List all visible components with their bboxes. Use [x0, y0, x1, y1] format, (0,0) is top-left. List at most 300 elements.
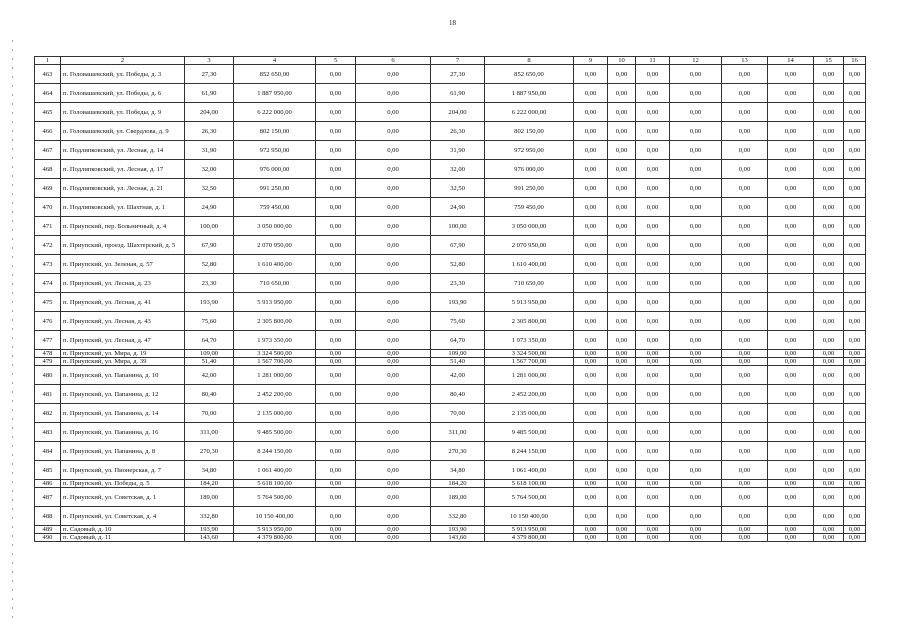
value-cell: 0,00 — [844, 385, 866, 404]
value-cell: 0,00 — [768, 84, 814, 103]
value-cell: 0,00 — [768, 65, 814, 84]
value-cell: 0,00 — [608, 350, 636, 358]
value-cell: 0,00 — [814, 255, 844, 274]
value-cell: 0,00 — [574, 385, 608, 404]
value-cell: 0,00 — [316, 423, 356, 442]
value-cell: 0,00 — [722, 122, 768, 141]
value-cell: 0,00 — [844, 366, 866, 385]
value-cell: 42,00 — [185, 366, 234, 385]
value-cell: 0,00 — [768, 534, 814, 542]
table-row — [35, 331, 866, 350]
value-cell: 0,00 — [814, 217, 844, 236]
value-cell: 0,00 — [670, 179, 722, 198]
value-cell: 0,00 — [768, 507, 814, 526]
value-cell: 0,00 — [768, 179, 814, 198]
value-cell: 0,00 — [722, 236, 768, 255]
value-cell: 0,00 — [608, 293, 636, 312]
value-cell: 31,90 — [185, 141, 234, 160]
value-cell: 852 650,00 — [485, 65, 574, 84]
value-cell: 0,00 — [722, 84, 768, 103]
value-cell: 4 379 800,00 — [234, 534, 316, 542]
value-cell: 0,00 — [636, 236, 670, 255]
table-row — [35, 274, 866, 293]
address-cell: п. Садовый, д. 10 — [61, 526, 185, 534]
value-cell: 3 324 500,00 — [485, 350, 574, 358]
value-cell: 0,00 — [316, 65, 356, 84]
column-header: 13 — [722, 57, 768, 65]
value-cell: 0,00 — [670, 103, 722, 122]
address-cell: п. Головашевский, ул. Победы, д. 3 — [61, 65, 185, 84]
value-cell: 204,00 — [431, 103, 485, 122]
row-number-cell: 464 — [35, 84, 61, 103]
value-cell: 0,00 — [844, 534, 866, 542]
value-cell: 109,00 — [431, 350, 485, 358]
value-cell: 0,00 — [316, 141, 356, 160]
value-cell: 0,00 — [814, 366, 844, 385]
value-cell: 8 244 150,00 — [485, 442, 574, 461]
address-cell: п. Приупский, ул. Лесная, д. 43 — [61, 312, 185, 331]
value-cell: 0,00 — [722, 534, 768, 542]
address-cell: п. Приупский, ул. Папанина, д. 16 — [61, 423, 185, 442]
value-cell: 0,00 — [636, 358, 670, 366]
value-cell: 0,00 — [844, 198, 866, 217]
value-cell: 52,80 — [431, 255, 485, 274]
value-cell: 0,00 — [768, 141, 814, 160]
value-cell: 0,00 — [574, 274, 608, 293]
value-cell: 0,00 — [814, 141, 844, 160]
row-number-cell: 468 — [35, 160, 61, 179]
value-cell: 0,00 — [768, 526, 814, 534]
value-cell: 852 650,00 — [234, 65, 316, 84]
value-cell: 0,00 — [316, 442, 356, 461]
value-cell: 0,00 — [356, 442, 431, 461]
value-cell: 0,00 — [722, 103, 768, 122]
value-cell: 710 650,00 — [234, 274, 316, 293]
value-cell: 972 950,00 — [485, 141, 574, 160]
value-cell: 0,00 — [670, 312, 722, 331]
value-cell: 23,30 — [431, 274, 485, 293]
value-cell: 0,00 — [844, 141, 866, 160]
row-number-cell: 482 — [35, 404, 61, 423]
value-cell: 0,00 — [636, 404, 670, 423]
value-cell: 0,00 — [636, 293, 670, 312]
page-number: 18 — [449, 19, 456, 27]
value-cell: 0,00 — [844, 480, 866, 488]
value-cell: 0,00 — [844, 293, 866, 312]
value-cell: 0,00 — [844, 255, 866, 274]
value-cell: 0,00 — [574, 331, 608, 350]
row-number-cell: 469 — [35, 179, 61, 198]
value-cell: 0,00 — [670, 274, 722, 293]
value-cell: 0,00 — [722, 65, 768, 84]
value-cell: 0,00 — [356, 488, 431, 507]
value-cell: 0,00 — [670, 442, 722, 461]
value-cell: 0,00 — [608, 385, 636, 404]
value-cell: 0,00 — [670, 366, 722, 385]
value-cell: 0,00 — [636, 350, 670, 358]
value-cell: 0,00 — [356, 103, 431, 122]
value-cell: 0,00 — [574, 179, 608, 198]
value-cell: 189,00 — [185, 488, 234, 507]
value-cell: 0,00 — [316, 526, 356, 534]
value-cell: 0,00 — [844, 488, 866, 507]
value-cell: 0,00 — [636, 141, 670, 160]
value-cell: 80,40 — [185, 385, 234, 404]
binding-margin-dashes — [12, 40, 13, 620]
value-cell: 0,00 — [316, 366, 356, 385]
value-cell: 0,00 — [356, 404, 431, 423]
row-number-cell: 478 — [35, 350, 61, 358]
value-cell: 0,00 — [636, 198, 670, 217]
value-cell: 0,00 — [608, 255, 636, 274]
table-row — [35, 385, 866, 404]
value-cell: 0,00 — [608, 461, 636, 480]
value-cell: 0,00 — [636, 534, 670, 542]
value-cell: 0,00 — [356, 331, 431, 350]
value-cell: 0,00 — [316, 331, 356, 350]
value-cell: 51,40 — [431, 358, 485, 366]
row-number-cell: 471 — [35, 217, 61, 236]
column-header: 8 — [485, 57, 574, 65]
value-cell: 109,00 — [185, 350, 234, 358]
value-cell: 0,00 — [608, 217, 636, 236]
value-cell: 0,00 — [844, 442, 866, 461]
row-number-cell: 490 — [35, 534, 61, 542]
value-cell: 1 061 400,00 — [485, 461, 574, 480]
value-cell: 802 150,00 — [485, 122, 574, 141]
value-cell: 193,90 — [185, 293, 234, 312]
value-cell: 0,00 — [768, 331, 814, 350]
value-cell: 0,00 — [814, 442, 844, 461]
value-cell: 0,00 — [636, 385, 670, 404]
value-cell: 0,00 — [636, 423, 670, 442]
value-cell: 0,00 — [636, 84, 670, 103]
value-cell: 270,30 — [185, 442, 234, 461]
value-cell: 1 973 350,00 — [485, 331, 574, 350]
value-cell: 5 618 100,00 — [234, 480, 316, 488]
value-cell: 0,00 — [356, 366, 431, 385]
value-cell: 0,00 — [608, 65, 636, 84]
value-cell: 0,00 — [814, 358, 844, 366]
value-cell: 991 250,00 — [234, 179, 316, 198]
value-cell: 0,00 — [670, 217, 722, 236]
address-cell: п. Приупский, ул. Зеленая, д. 57 — [61, 255, 185, 274]
value-cell: 0,00 — [316, 350, 356, 358]
address-cell: п. Подлипковский, ул. Лесная, д. 17 — [61, 160, 185, 179]
value-cell: 0,00 — [316, 461, 356, 480]
value-cell: 70,00 — [185, 404, 234, 423]
value-cell: 0,00 — [356, 198, 431, 217]
value-cell: 0,00 — [844, 423, 866, 442]
value-cell: 0,00 — [844, 507, 866, 526]
value-cell: 0,00 — [608, 160, 636, 179]
table-row — [35, 198, 866, 217]
value-cell: 0,00 — [608, 534, 636, 542]
table-row — [35, 141, 866, 160]
value-cell: 802 150,00 — [234, 122, 316, 141]
value-cell: 9 485 500,00 — [485, 423, 574, 442]
value-cell: 42,00 — [431, 366, 485, 385]
value-cell: 26,30 — [431, 122, 485, 141]
table-row — [35, 366, 866, 385]
value-cell: 32,00 — [185, 160, 234, 179]
table-row — [35, 526, 866, 534]
value-cell: 3 050 000,00 — [234, 217, 316, 236]
value-cell: 0,00 — [574, 404, 608, 423]
value-cell: 0,00 — [608, 236, 636, 255]
value-cell: 759 450,00 — [485, 198, 574, 217]
value-cell: 0,00 — [574, 198, 608, 217]
table-row — [35, 293, 866, 312]
value-cell: 0,00 — [768, 442, 814, 461]
value-cell: 1 887 950,00 — [234, 84, 316, 103]
row-number-cell: 467 — [35, 141, 61, 160]
row-number-cell: 470 — [35, 198, 61, 217]
value-cell: 0,00 — [768, 312, 814, 331]
address-cell: п. Приупский, ул. Мира, д. 39 — [61, 358, 185, 366]
column-header: 16 — [844, 57, 866, 65]
table-row — [35, 236, 866, 255]
value-cell: 0,00 — [356, 293, 431, 312]
value-cell: 0,00 — [814, 160, 844, 179]
table-row — [35, 534, 866, 542]
value-cell: 0,00 — [670, 404, 722, 423]
address-cell: п. Приупский, проезд. Шахтерский, д. 5 — [61, 236, 185, 255]
value-cell: 0,00 — [316, 217, 356, 236]
value-cell: 184,20 — [431, 480, 485, 488]
value-cell: 0,00 — [768, 274, 814, 293]
value-cell: 0,00 — [670, 160, 722, 179]
value-cell: 26,30 — [185, 122, 234, 141]
value-cell: 0,00 — [636, 480, 670, 488]
value-cell: 0,00 — [844, 461, 866, 480]
value-cell: 311,00 — [431, 423, 485, 442]
value-cell: 0,00 — [574, 423, 608, 442]
value-cell: 0,00 — [844, 160, 866, 179]
value-cell: 0,00 — [356, 534, 431, 542]
value-cell: 0,00 — [356, 84, 431, 103]
value-cell: 0,00 — [356, 122, 431, 141]
value-cell: 0,00 — [722, 274, 768, 293]
value-cell: 710 650,00 — [485, 274, 574, 293]
value-cell: 0,00 — [768, 480, 814, 488]
value-cell: 32,00 — [431, 160, 485, 179]
value-cell: 0,00 — [844, 404, 866, 423]
value-cell: 0,00 — [356, 385, 431, 404]
value-cell: 0,00 — [722, 385, 768, 404]
value-cell: 0,00 — [316, 236, 356, 255]
value-cell: 0,00 — [608, 331, 636, 350]
value-cell: 1 281 000,00 — [485, 366, 574, 385]
value-cell: 0,00 — [316, 480, 356, 488]
address-cell: п. Приупский, ул. Советская, д. 1 — [61, 488, 185, 507]
value-cell: 0,00 — [636, 507, 670, 526]
table-row — [35, 122, 866, 141]
value-cell: 189,00 — [431, 488, 485, 507]
value-cell: 80,40 — [431, 385, 485, 404]
value-cell: 0,00 — [768, 488, 814, 507]
address-cell: п. Садовый, д. 11 — [61, 534, 185, 542]
value-cell: 204,00 — [185, 103, 234, 122]
table-row — [35, 65, 866, 84]
column-header: 4 — [234, 57, 316, 65]
column-header: 11 — [636, 57, 670, 65]
value-cell: 1 887 950,00 — [485, 84, 574, 103]
value-cell: 0,00 — [844, 217, 866, 236]
value-cell: 0,00 — [356, 507, 431, 526]
table-row — [35, 350, 866, 358]
value-cell: 2 070 950,00 — [234, 236, 316, 255]
value-cell: 0,00 — [722, 366, 768, 385]
value-cell: 0,00 — [636, 122, 670, 141]
value-cell: 61,90 — [185, 84, 234, 103]
value-cell: 0,00 — [574, 255, 608, 274]
value-cell: 0,00 — [722, 526, 768, 534]
value-cell: 0,00 — [768, 103, 814, 122]
value-cell: 0,00 — [844, 312, 866, 331]
value-cell: 0,00 — [670, 331, 722, 350]
value-cell: 23,30 — [185, 274, 234, 293]
value-cell: 0,00 — [722, 461, 768, 480]
value-cell: 0,00 — [608, 84, 636, 103]
value-cell: 0,00 — [574, 141, 608, 160]
value-cell: 2 305 800,00 — [485, 312, 574, 331]
value-cell: 0,00 — [670, 255, 722, 274]
value-cell: 2 452 200,00 — [234, 385, 316, 404]
value-cell: 0,00 — [636, 461, 670, 480]
value-cell: 0,00 — [670, 122, 722, 141]
value-cell: 0,00 — [722, 141, 768, 160]
value-cell: 0,00 — [670, 534, 722, 542]
value-cell: 0,00 — [356, 350, 431, 358]
value-cell: 270,30 — [431, 442, 485, 461]
value-cell: 0,00 — [670, 236, 722, 255]
value-cell: 193,90 — [431, 293, 485, 312]
column-header: 14 — [768, 57, 814, 65]
value-cell: 0,00 — [722, 404, 768, 423]
value-cell: 0,00 — [814, 350, 844, 358]
row-number-cell: 463 — [35, 65, 61, 84]
value-cell: 0,00 — [608, 526, 636, 534]
value-cell: 1 567 700,00 — [234, 358, 316, 366]
value-cell: 0,00 — [844, 84, 866, 103]
value-cell: 27,30 — [431, 65, 485, 84]
value-cell: 0,00 — [722, 160, 768, 179]
row-number-cell: 486 — [35, 480, 61, 488]
table-row — [35, 255, 866, 274]
value-cell: 1 061 400,00 — [234, 461, 316, 480]
row-number-cell: 473 — [35, 255, 61, 274]
value-cell: 0,00 — [722, 350, 768, 358]
value-cell: 0,00 — [768, 385, 814, 404]
value-cell: 0,00 — [768, 217, 814, 236]
row-number-cell: 487 — [35, 488, 61, 507]
address-cell: п. Приупский, ул. Лесная, д. 41 — [61, 293, 185, 312]
table-row — [35, 488, 866, 507]
value-cell: 0,00 — [608, 480, 636, 488]
address-cell: п. Приупский, ул. Лесная, д. 23 — [61, 274, 185, 293]
table-row — [35, 442, 866, 461]
value-cell: 0,00 — [316, 312, 356, 331]
value-cell: 0,00 — [722, 358, 768, 366]
table-row — [35, 179, 866, 198]
value-cell: 0,00 — [316, 293, 356, 312]
value-cell: 0,00 — [356, 179, 431, 198]
value-cell: 0,00 — [768, 350, 814, 358]
value-cell: 0,00 — [316, 103, 356, 122]
value-cell: 5 618 100,00 — [485, 480, 574, 488]
value-cell: 61,90 — [431, 84, 485, 103]
table-row — [35, 160, 866, 179]
value-cell: 8 244 150,00 — [234, 442, 316, 461]
value-cell: 0,00 — [316, 122, 356, 141]
row-number-cell: 480 — [35, 366, 61, 385]
value-cell: 5 913 950,00 — [485, 526, 574, 534]
table-row — [35, 480, 866, 488]
value-cell: 332,80 — [431, 507, 485, 526]
value-cell: 24,90 — [185, 198, 234, 217]
value-cell: 0,00 — [316, 255, 356, 274]
column-header: 12 — [670, 57, 722, 65]
address-cell: п. Подлипковский, ул. Шахтная, д. 1 — [61, 198, 185, 217]
value-cell: 5 764 500,00 — [485, 488, 574, 507]
address-cell: п. Приупский, ул. Папанина, д. 14 — [61, 404, 185, 423]
value-cell: 0,00 — [670, 385, 722, 404]
value-cell: 0,00 — [636, 442, 670, 461]
address-cell: п. Приупский, ул. Папанина, д. 12 — [61, 385, 185, 404]
value-cell: 0,00 — [670, 480, 722, 488]
value-cell: 0,00 — [722, 198, 768, 217]
value-cell: 193,90 — [185, 526, 234, 534]
value-cell: 0,00 — [636, 160, 670, 179]
row-number-cell: 481 — [35, 385, 61, 404]
value-cell: 0,00 — [768, 358, 814, 366]
value-cell: 0,00 — [316, 404, 356, 423]
value-cell: 0,00 — [844, 350, 866, 358]
table-row — [35, 84, 866, 103]
address-cell: п. Приупский, пер. Больничный, д. 4 — [61, 217, 185, 236]
value-cell: 0,00 — [670, 461, 722, 480]
value-cell: 0,00 — [814, 312, 844, 331]
value-cell: 9 485 500,00 — [234, 423, 316, 442]
value-cell: 0,00 — [636, 366, 670, 385]
value-cell: 0,00 — [814, 122, 844, 141]
address-cell: п. Приупский, ул. Папанина, д. 8 — [61, 442, 185, 461]
value-cell: 0,00 — [814, 198, 844, 217]
value-cell: 0,00 — [356, 65, 431, 84]
value-cell: 0,00 — [768, 122, 814, 141]
value-cell: 75,60 — [431, 312, 485, 331]
row-number-cell: 466 — [35, 122, 61, 141]
value-cell: 0,00 — [574, 358, 608, 366]
value-cell: 2 305 800,00 — [234, 312, 316, 331]
value-cell: 0,00 — [608, 358, 636, 366]
value-cell: 0,00 — [844, 358, 866, 366]
value-cell: 5 764 500,00 — [234, 488, 316, 507]
value-cell: 0,00 — [722, 442, 768, 461]
value-cell: 0,00 — [814, 488, 844, 507]
value-cell: 0,00 — [608, 274, 636, 293]
value-cell: 5 913 950,00 — [234, 293, 316, 312]
value-cell: 332,80 — [185, 507, 234, 526]
value-cell: 0,00 — [574, 507, 608, 526]
value-cell: 0,00 — [574, 442, 608, 461]
value-cell: 0,00 — [574, 312, 608, 331]
value-cell: 0,00 — [844, 179, 866, 198]
value-cell: 0,00 — [574, 84, 608, 103]
value-cell: 52,80 — [185, 255, 234, 274]
value-cell: 64,70 — [431, 331, 485, 350]
